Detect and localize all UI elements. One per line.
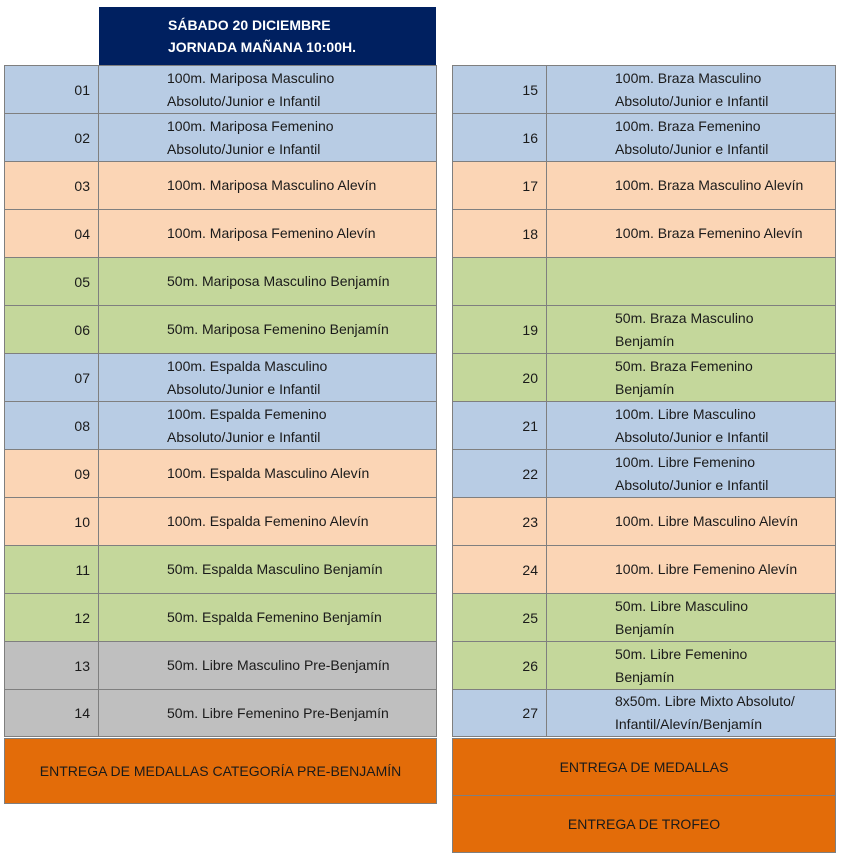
- award-medals: ENTREGA DE MEDALLAS: [452, 738, 836, 796]
- event-name: 50m. Libre Femenino Benjamín: [615, 645, 748, 685]
- event-number: 09: [5, 450, 99, 497]
- event-name: 50m. Braza Femenino Benjamín: [615, 357, 753, 397]
- event-row: [5, 497, 437, 545]
- event-row: [453, 689, 836, 737]
- event-name: 100m. Espalda Masculino Alevín: [167, 465, 370, 481]
- event-row: [5, 689, 437, 737]
- event-name: 50m. Espalda Masculino Benjamín: [167, 561, 383, 577]
- event-row: [453, 65, 836, 113]
- header-session: JORNADA MAÑANA 10:00H.: [168, 39, 356, 55]
- event-name: 100m. Libre Femenino Absoluto/Junior e Infantil: [615, 453, 769, 493]
- event-number: 27: [453, 690, 547, 736]
- event-number: 06: [5, 306, 99, 353]
- event-name: 100m. Libre Masculino Alevín: [615, 513, 798, 529]
- event-row: [5, 641, 437, 689]
- event-row: [453, 641, 836, 689]
- event-row: [453, 593, 836, 641]
- event-row: [5, 401, 437, 449]
- event-number: 03: [5, 162, 99, 209]
- event-row: [453, 257, 836, 305]
- event-number: 21: [453, 402, 547, 449]
- event-number: [453, 258, 547, 305]
- event-name: 100m. Mariposa Femenino Alevín: [167, 225, 376, 241]
- event-number: 01: [5, 66, 99, 113]
- event-number: 11: [5, 546, 99, 593]
- event-number: 19: [453, 306, 547, 353]
- event-row: [453, 401, 836, 449]
- award-trophy: ENTREGA DE TROFEO: [452, 795, 836, 853]
- event-number: 16: [453, 114, 547, 161]
- event-number: 08: [5, 402, 99, 449]
- event-name: 50m. Braza Masculino Benjamín: [615, 309, 754, 349]
- event-row: [453, 449, 836, 497]
- event-name: 100m. Libre Femenino Alevín: [615, 561, 798, 577]
- event-number: 10: [5, 498, 99, 545]
- event-row: [453, 545, 836, 593]
- event-row: [5, 545, 437, 593]
- event-number: 07: [5, 354, 99, 401]
- event-number: 13: [5, 642, 99, 689]
- event-number: 23: [453, 498, 547, 545]
- event-number: 02: [5, 114, 99, 161]
- event-row: [5, 113, 437, 161]
- event-name: 100m. Libre Masculino Absoluto/Junior e Infantil: [615, 405, 769, 445]
- event-row: [453, 497, 836, 545]
- event-row: [453, 113, 836, 161]
- event-row: [453, 209, 836, 257]
- event-row: [5, 305, 437, 353]
- event-number: 18: [453, 210, 547, 257]
- event-name: 100m. Braza Masculino Absoluto/Junior e Infantil: [615, 69, 769, 109]
- event-number: 15: [453, 66, 547, 113]
- event-number: 12: [5, 594, 99, 641]
- event-row: [453, 353, 836, 401]
- event-row: [5, 161, 437, 209]
- event-row: [453, 161, 836, 209]
- event-name: 50m. Mariposa Masculino Benjamín: [167, 273, 390, 289]
- event-number: 26: [453, 642, 547, 689]
- event-name: 100m. Espalda Femenino Absoluto/Junior e Infantil: [167, 405, 327, 445]
- award-medals-pre-benjamin: ENTREGA DE MEDALLAS CATEGORÍA PRE-BENJAMÍN: [4, 738, 437, 804]
- event-name: 100m. Braza Femenino Alevín: [615, 225, 803, 241]
- right-events-table: [452, 65, 836, 737]
- event-name: 50m. Espalda Femenino Benjamín: [167, 609, 382, 625]
- event-number: 20: [453, 354, 547, 401]
- event-row: [5, 257, 437, 305]
- event-number: 24: [453, 546, 547, 593]
- event-name: 100m. Mariposa Femenino Absoluto/Junior e Infantil: [167, 117, 334, 157]
- event-name: 50m. Libre Masculino Pre-Benjamín: [167, 657, 390, 673]
- event-name: 100m. Braza Femenino Absoluto/Junior e Infantil: [615, 117, 769, 157]
- event-number: 22: [453, 450, 547, 497]
- event-number: 17: [453, 162, 547, 209]
- event-row: [5, 449, 437, 497]
- event-row: [5, 353, 437, 401]
- event-number: 25: [453, 594, 547, 641]
- event-row: [5, 65, 437, 113]
- event-name: 8x50m. Libre Mixto Absoluto/ Infantil/Alevín/Benjamín: [615, 693, 795, 732]
- event-number: 04: [5, 210, 99, 257]
- event-number: 05: [5, 258, 99, 305]
- event-row: [5, 593, 437, 641]
- event-name: 100m. Espalda Masculino Absoluto/Junior e Infantil: [167, 357, 328, 397]
- event-name: 50m. Mariposa Femenino Benjamín: [167, 321, 389, 337]
- schedule-header: [99, 7, 436, 65]
- event-row: [453, 305, 836, 353]
- event-row: [5, 209, 437, 257]
- event-name: [547, 258, 835, 305]
- event-name: 100m. Braza Masculino Alevín: [615, 177, 804, 193]
- event-number: 14: [5, 690, 99, 736]
- event-name: 50m. Libre Femenino Pre-Benjamín: [167, 704, 389, 721]
- event-name: 100m. Mariposa Masculino Alevín: [167, 177, 377, 193]
- header-date: SÁBADO 20 DICIEMBRE: [168, 17, 331, 33]
- left-events-table: [4, 65, 437, 737]
- event-name: 100m. Espalda Femenino Alevín: [167, 513, 369, 529]
- event-name: 100m. Mariposa Masculino Absoluto/Junior e Infantil: [167, 69, 335, 109]
- event-name: 50m. Libre Masculino Benjamín: [615, 597, 749, 637]
